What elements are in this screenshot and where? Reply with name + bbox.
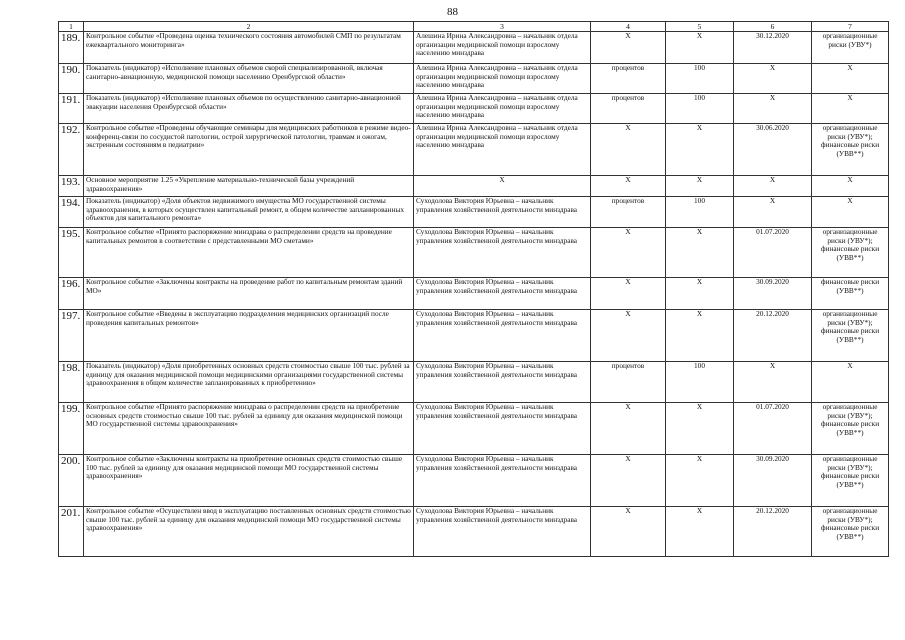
row-responsible: Суходолова Виктория Юрьевна – начальник управления хозяйственной деятельности минздрава xyxy=(414,228,591,278)
row-value: 100 xyxy=(666,94,734,124)
row-number: 197. xyxy=(59,310,84,362)
row-unit: X xyxy=(591,124,666,176)
row-description: Основное мероприятие 1.25 «Укрепление материально-технической базы учреждений здравоохранения» xyxy=(84,176,414,197)
plan-table xyxy=(58,21,889,557)
row-value: X xyxy=(666,310,734,362)
row-unit: X xyxy=(591,228,666,278)
row-risk: X xyxy=(812,176,889,197)
row-number: 199. xyxy=(59,403,84,455)
page-number: 88 xyxy=(447,6,458,18)
row-risk: X xyxy=(812,362,889,403)
row-date: 01.07.2020 xyxy=(734,403,812,455)
row-responsible: Алешина Ирина Александровна – начальник отдела организации медицинской помощи взрослому населению минздрава xyxy=(414,32,591,64)
row-risk: организационные риски (УВУ*) xyxy=(812,32,889,64)
row-date: 30.09.2020 xyxy=(734,278,812,310)
header-cell: 3 xyxy=(414,22,591,32)
header-cell: 6 xyxy=(734,22,812,32)
table-row xyxy=(59,197,889,228)
table-row xyxy=(59,507,889,557)
row-description: Контрольное событие «Принято распоряжение минздрава о распределении средств на проведение капитальных ремонтов в соответствии с представленными МО сметами» xyxy=(84,228,414,278)
row-date: X xyxy=(734,64,812,94)
row-risk: X xyxy=(812,64,889,94)
row-description: Показатель (индикатор) «Доля приобретенных основных средств стоимостью свыше 100 тыс. рублей за единицу для оказания медицинской помощи медицинскими организациями государственной системы здравоохранения в общем количестве запланированных к приобретению» xyxy=(84,362,414,403)
row-unit: процентов xyxy=(591,197,666,228)
table-row xyxy=(59,32,889,64)
row-date: X xyxy=(734,362,812,403)
table-row xyxy=(59,403,889,455)
row-number: 198. xyxy=(59,362,84,403)
row-value: 100 xyxy=(666,64,734,94)
row-description: Контрольное событие «Заключены контракты на приобретение основных средств стоимостью свыше 100 тыс. рублей за единицу для оказания медицинской помощи МО государственной системы здравоохранения» xyxy=(84,455,414,507)
row-number: 201. xyxy=(59,507,84,557)
row-date: 20.12.2020 xyxy=(734,507,812,557)
row-value: X xyxy=(666,403,734,455)
row-description: Контрольное событие «Проведена оценка технического состояния автомобилей СМП по результатам ежеквартального мониторинга» xyxy=(84,32,414,64)
row-number: 190. xyxy=(59,64,84,94)
table-row xyxy=(59,455,889,507)
row-unit: X xyxy=(591,278,666,310)
row-description: Показатель (индикатор) «Исполнение плановых объемов скорой специализированной, включая санитарно-авиационную, медицинской помощи населению Оренбургской области» xyxy=(84,64,414,94)
row-responsible: X xyxy=(414,176,591,197)
row-number: 193. xyxy=(59,176,84,197)
row-date: 30.06.2020 xyxy=(734,124,812,176)
row-description: Контрольное событие «Проведены обучающие семинары для медицинских работников в режиме видео-конференц-связи по сосудистой патологии, острой хирургической патологии, травмам и ожогам, экстренным состояниям в педиатрии» xyxy=(84,124,414,176)
row-risk: организационные риски (УВУ*); финансовые риски (УВВ**) xyxy=(812,403,889,455)
row-unit: X xyxy=(591,507,666,557)
row-responsible: Суходолова Виктория Юрьевна – начальник управления хозяйственной деятельности минздрава xyxy=(414,197,591,228)
table-row xyxy=(59,124,889,176)
row-description: Контрольное событие «Принято распоряжение минздрава о распределении средств на приобретение основных средств стоимостью свыше 100 тыс. рублей за единицу для оказания медицинской помощи МО государственной системы здравоохранения» xyxy=(84,403,414,455)
row-date: 30.09.2020 xyxy=(734,455,812,507)
row-description: Контрольное событие «Осуществлен ввод в эксплуатацию поставленных основных средств стоимостью свыше 100 тыс. рублей за единицу для оказания медицинской помощи МО государственной системы здравоохранения» xyxy=(84,507,414,557)
row-unit: X xyxy=(591,455,666,507)
row-description: Контрольное событие «Заключены контракты на проведение работ по капитальным ремонтам зданий МО» xyxy=(84,278,414,310)
row-number: 189. xyxy=(59,32,84,64)
row-risk: организационные риски (УВУ*); финансовые риски (УВВ**) xyxy=(812,228,889,278)
row-value: X xyxy=(666,32,734,64)
row-unit: X xyxy=(591,32,666,64)
row-value: X xyxy=(666,507,734,557)
table-row xyxy=(59,278,889,310)
row-risk: организационные риски (УВУ*); финансовые риски (УВВ**) xyxy=(812,310,889,362)
row-number: 191. xyxy=(59,94,84,124)
row-description: Контрольное событие «Введены в эксплуатацию подразделения медицинских организаций после проведения капитальных ремонтов» xyxy=(84,310,414,362)
table-row xyxy=(59,94,889,124)
row-value: X xyxy=(666,278,734,310)
header-cell: 7 xyxy=(812,22,889,32)
row-risk: организационные риски (УВУ*); финансовые риски (УВВ**) xyxy=(812,124,889,176)
row-number: 196. xyxy=(59,278,84,310)
row-risk: X xyxy=(812,197,889,228)
table-row xyxy=(59,176,889,197)
row-date: 30.12.2020 xyxy=(734,32,812,64)
row-date: X xyxy=(734,197,812,228)
row-date: 20.12.2020 xyxy=(734,310,812,362)
table-row xyxy=(59,64,889,94)
row-date: X xyxy=(734,94,812,124)
row-value: X xyxy=(666,228,734,278)
row-responsible: Суходолова Виктория Юрьевна – начальник управления хозяйственной деятельности минздрава xyxy=(414,310,591,362)
row-responsible: Суходолова Виктория Юрьевна – начальник управления хозяйственной деятельности минздрава xyxy=(414,278,591,310)
row-risk: финансовые риски (УВВ**) xyxy=(812,278,889,310)
row-number: 194. xyxy=(59,197,84,228)
row-description: Показатель (индикатор) «Доля объектов недвижимого имущества МО государственной системы здравоохранения, в которых осуществлен капитальный ремонт, в общем количестве запланированных объектов для капитального ремонта» xyxy=(84,197,414,228)
row-risk: X xyxy=(812,94,889,124)
header-row xyxy=(59,22,889,32)
row-unit: процентов xyxy=(591,94,666,124)
row-value: X xyxy=(666,455,734,507)
row-risk: организационные риски (УВУ*); финансовые риски (УВВ**) xyxy=(812,507,889,557)
row-number: 200. xyxy=(59,455,84,507)
row-value: X xyxy=(666,124,734,176)
row-date: 01.07.2020 xyxy=(734,228,812,278)
table-row xyxy=(59,228,889,278)
row-responsible: Алешина Ирина Александровна – начальник отдела организации медицинской помощи взрослому населению минздрава xyxy=(414,64,591,94)
header-cell: 5 xyxy=(666,22,734,32)
row-number: 195. xyxy=(59,228,84,278)
table-row xyxy=(59,362,889,403)
row-value: X xyxy=(666,176,734,197)
row-number: 192. xyxy=(59,124,84,176)
row-risk: организационные риски (УВУ*); финансовые риски (УВВ**) xyxy=(812,455,889,507)
row-unit: X xyxy=(591,176,666,197)
header-cell: 1 xyxy=(59,22,84,32)
row-unit: процентов xyxy=(591,362,666,403)
row-unit: процентов xyxy=(591,64,666,94)
row-responsible: Алешина Ирина Александровна – начальник отдела организации медицинской помощи взрослому населению минздрава xyxy=(414,94,591,124)
header-cell: 2 xyxy=(84,22,414,32)
row-responsible: Суходолова Виктория Юрьевна – начальник управления хозяйственной деятельности минздрава xyxy=(414,362,591,403)
row-unit: X xyxy=(591,310,666,362)
row-date: X xyxy=(734,176,812,197)
row-responsible: Алешина Ирина Александровна – начальник отдела организации медицинской помощи взрослому населению минздрава xyxy=(414,124,591,176)
row-description: Показатель (индикатор) «Исполнение плановых объемов по осуществлению санитарно-авиационной эвакуации населения Оренбургской области» xyxy=(84,94,414,124)
row-responsible: Суходолова Виктория Юрьевна – начальник управления хозяйственной деятельности минздрава xyxy=(414,507,591,557)
header-cell: 4 xyxy=(591,22,666,32)
row-responsible: Суходолова Виктория Юрьевна – начальник управления хозяйственной деятельности минздрава xyxy=(414,403,591,455)
row-responsible: Суходолова Виктория Юрьевна – начальник управления хозяйственной деятельности минздрава xyxy=(414,455,591,507)
table-row xyxy=(59,310,889,362)
row-value: 100 xyxy=(666,197,734,228)
row-value: 100 xyxy=(666,362,734,403)
row-unit: X xyxy=(591,403,666,455)
